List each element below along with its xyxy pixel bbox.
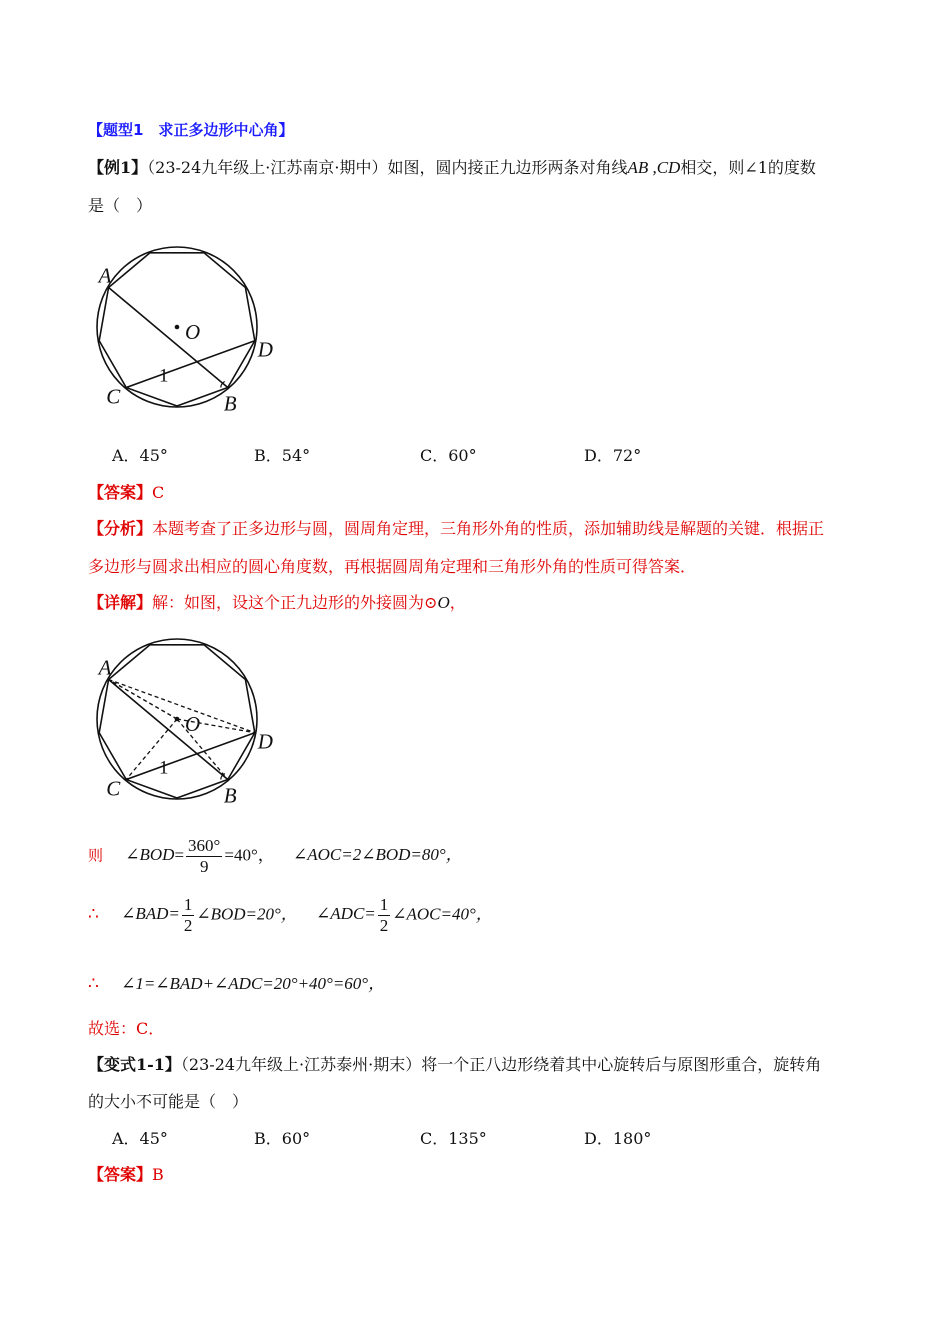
s2-denominator-2: 2 xyxy=(379,916,389,935)
s1-result: =40°， xyxy=(224,845,275,865)
nonagon-figure-2 xyxy=(80,622,280,812)
variant-option-a: A．45° xyxy=(112,1129,168,1148)
label-o: O xyxy=(185,712,201,736)
example-question-line1 xyxy=(88,155,816,178)
detail-line xyxy=(88,590,466,613)
option-b: B．54° xyxy=(254,446,311,465)
variant-option-d: D．180° xyxy=(584,1129,652,1148)
solution-line2 xyxy=(88,895,493,936)
s2-numerator-2: 1 xyxy=(379,895,389,914)
variant-answer-tag: 【答案】 xyxy=(88,1165,153,1184)
analysis-line2: 多边形与圆求出相应的圆心角度数，再根据圆周角定理和三角形外角的性质可得答案． xyxy=(88,557,697,576)
s1-fraction xyxy=(186,836,222,877)
s2-fraction-2 xyxy=(378,895,391,936)
detail-text: 解：如图，设这个正九边形的外接圆为⊙ xyxy=(152,593,438,612)
answer-value: C xyxy=(152,483,165,502)
s3-angle-sum: ∠1=∠BAD+∠ADC=20°+40°=60°， xyxy=(121,974,386,993)
solution-line3 xyxy=(88,969,385,994)
variant-answer-value: B xyxy=(152,1165,164,1184)
solution-line1: 则 ∠BOD= $\frac{360^\circ}{9}$ =40°， ∠AOC=2∠BOD=80°， xyxy=(88,836,463,876)
s1-denominator: 9 xyxy=(199,857,209,876)
s1-numerator: 360° xyxy=(188,836,221,855)
center-point xyxy=(175,717,180,722)
example-text-tail: 相交，则∠1的度数 xyxy=(680,158,816,177)
label-a: A xyxy=(98,263,112,288)
center-point xyxy=(175,325,180,330)
s2-angle-bad: ∠BAD= xyxy=(121,904,180,924)
label-c: C xyxy=(106,776,121,801)
s2-angle-bod: ∠BOD=20°， xyxy=(196,904,298,924)
option-d: D．72° xyxy=(584,446,642,465)
label-c: C xyxy=(106,384,121,409)
nonagon xyxy=(99,645,255,798)
therefore-symbol-2: ∴ xyxy=(88,974,99,993)
nonagon xyxy=(99,253,255,406)
variant-question-line1 xyxy=(88,1052,821,1075)
label-a: A xyxy=(98,655,112,680)
option-a: A．45° xyxy=(112,446,168,465)
detail-tag: 【详解】 xyxy=(88,593,153,612)
variant-question-line2: 的大小不可能是（ ） xyxy=(88,1092,249,1111)
answer-line xyxy=(88,480,164,503)
label-angle-1: 1 xyxy=(159,365,169,387)
detail-circle-o: O xyxy=(437,593,450,612)
variant-option-b: B．60° xyxy=(254,1129,311,1148)
label-angle-1: 1 xyxy=(159,757,169,779)
variant-answer-line xyxy=(88,1162,164,1185)
s1-angle-bod: ∠BOD xyxy=(125,845,175,865)
conclusion: 故选：C． xyxy=(88,1019,165,1038)
s2-denominator-1: 2 xyxy=(183,916,193,935)
therefore-symbol-1: ∴ xyxy=(88,904,99,924)
then-word: 则 xyxy=(88,846,104,865)
s2-fraction-1 xyxy=(182,895,195,936)
answer-tag: 【答案】 xyxy=(88,483,153,502)
s1-angle-aoc: ∠AOC=2∠BOD=80°， xyxy=(293,845,463,865)
label-d: D xyxy=(257,337,273,362)
variant-text: （23-24九年级上·江苏泰州·期末）将一个正八边形绕着其中心旋转后与原图形重合，旋转角 xyxy=(180,1055,822,1074)
analysis-line1 xyxy=(88,516,824,539)
example-segments: AB ,CD xyxy=(627,158,681,177)
example-text: （23-24九年级上·江苏南京·期中）如图，圆内接正九边形两条对角线 xyxy=(147,158,628,177)
section-title: 【题型1 求正多边形中心角】 xyxy=(88,121,294,139)
aux-oa xyxy=(109,680,177,720)
label-b: B xyxy=(223,391,237,416)
example-tag: 【例1】 xyxy=(88,158,148,177)
label-o: O xyxy=(185,320,201,344)
s2-angle-adc: ∠ADC= xyxy=(316,904,376,924)
s2-angle-aoc: ∠AOC=40°， xyxy=(392,904,493,924)
option-c: C．60° xyxy=(420,446,477,465)
label-b: B xyxy=(223,783,237,808)
label-d: D xyxy=(257,729,273,754)
nonagon-figure-1 xyxy=(80,230,280,420)
variant-option-c: C．135° xyxy=(420,1129,487,1148)
variant-tag: 【变式1-1】 xyxy=(88,1055,181,1074)
example-question-line2: 是（ ） xyxy=(88,196,153,215)
detail-comma: ， xyxy=(449,593,466,612)
analysis-text1: 本题考查了正多边形与圆，圆周角定理，三角形外角的性质，添加辅助线是解题的关键．根据正 xyxy=(152,519,825,538)
s2-numerator-1: 1 xyxy=(183,895,193,914)
analysis-tag: 【分析】 xyxy=(88,519,153,538)
